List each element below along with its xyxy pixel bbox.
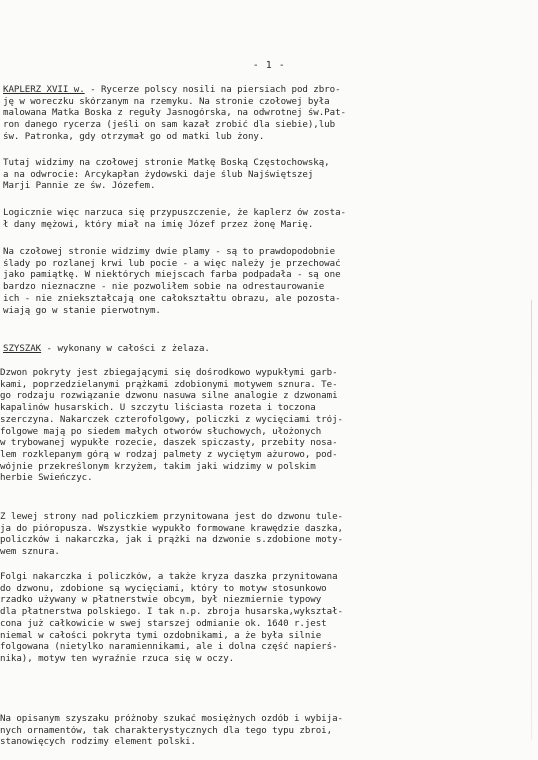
text-line [0, 427, 520, 439]
paragraph [3, 247, 523, 317]
text-line [0, 473, 520, 485]
paragraph [3, 85, 523, 144]
text-run: Marji Pannie ze św. Józefem. [3, 181, 156, 192]
paragraph [0, 714, 520, 749]
text-run: rzadko używany w płatnerstwie obcym, był niezmiernie typowy [0, 595, 322, 606]
text-run: kami, poprzedzielanymi prążkami zdobionymi motywem sznura. Te- [0, 379, 338, 390]
text-run: policzków i nakarczka, jak i prążki na dzwonie s.zdobione moty- [0, 535, 343, 546]
text-run: malowana Matka Boska z reguły Jasnogórska, na odwrotnej św.Pat- [3, 108, 346, 119]
text-line [0, 572, 520, 584]
text-run: ślady po rozlanej krwi lub pocie - a więc należy je przechować [3, 258, 341, 269]
text-line [0, 380, 520, 392]
section-heading: KAPLERZ XVII w. [3, 85, 85, 95]
text-run: Folgi nakarczka i policzków, a także kryza daszka przynitowana [0, 572, 338, 582]
text-line [0, 438, 520, 450]
text-line [3, 344, 523, 356]
text-line [3, 259, 523, 271]
text-run: wem sznura. [0, 547, 60, 558]
text-line [3, 132, 523, 144]
text-line [3, 220, 523, 232]
text-line [3, 247, 523, 259]
text-line [3, 270, 523, 282]
paragraph [3, 344, 523, 356]
text-line [0, 524, 520, 536]
text-run: niemal w całości pokryta tymi ozdobnikami, a że była silnie [0, 630, 322, 641]
text-run: folgowe mają po siedem małych otworów słuchowych, ułożonych [0, 426, 322, 437]
text-run: folgowana (nietylko naramiennikami, ale i dolna część napierś- [0, 642, 338, 653]
text-line [0, 391, 520, 403]
text-run: kapalinów husarskich. U szczytu liściasta rozeta i toczona [0, 403, 316, 414]
text-run: a na odwrocie: Arcykapłan żydowski daje ślub Najświętszej [3, 169, 314, 180]
text-line [0, 512, 520, 524]
text-run: ja do pióropusza. Wszystkie wypukło formowane krawędzie daszka, [0, 523, 343, 534]
paragraph [0, 572, 520, 666]
section-heading: SZYSZAK [3, 344, 42, 354]
text-line [3, 108, 523, 120]
text-run: w trybowanej wypukłe rozecie, daszek spiczasty, przebity nosa- [0, 438, 338, 449]
text-run: dla płatnerstwa polskiego. I tak n.p. zbroja husarska,wykształ- [0, 607, 343, 618]
text-run: wójnie przekreślonym krzyżem, takim jaki widzimy w polskim [0, 461, 316, 472]
text-line [0, 654, 520, 666]
text-line [0, 462, 520, 474]
text-run: ł dany mężowi, który miał na imię Józef przez żonę Marię. [3, 219, 314, 230]
paragraph [3, 208, 523, 231]
text-line [3, 181, 523, 193]
text-line [0, 535, 520, 547]
text-run: ich - nie zniekształcają one całokształtu obrazu, ale pozosta- [3, 293, 341, 304]
text-run: ję w woreczku skórzanym na rzemyku. Na stronie czołowej była [3, 96, 330, 107]
text-line [0, 584, 520, 596]
text-run: herbie Świeńczyc. [0, 473, 93, 484]
text-line [0, 714, 520, 726]
text-run: szerczyna. Nakarczek czterofolgowy, policzki z wycięciami trój- [0, 414, 343, 425]
text-run: Logicznie więc narzuca się przypuszczenie, że kaplerz ów zosta- [3, 208, 346, 218]
text-line [0, 415, 520, 427]
text-run: św. Patronka, gdy otrzymał go od matki lub żony. [3, 131, 265, 142]
paragraph [3, 158, 523, 193]
text-run: wiają go w stanie pierwotnym. [3, 305, 161, 316]
page-number: - 1 - [252, 60, 286, 71]
text-line [0, 595, 520, 607]
paragraph [0, 512, 520, 559]
text-line [0, 642, 520, 654]
text-run: - wykonany w całości z żelaza. [41, 344, 210, 354]
text-line [3, 97, 523, 109]
text-run: jako pamiątkę. W niektórych miejscach farba podpadała - są one [3, 270, 341, 281]
text-line [0, 619, 520, 631]
text-line [3, 120, 523, 132]
text-run: ron danego rycerza (jeśli on sam kazał zrobić dla siebie),lub [3, 120, 336, 131]
text-line [3, 306, 523, 318]
text-run: Tutaj widzimy na czołowej stronie Matkę Boską Częstochowską, [3, 158, 330, 168]
text-line [0, 607, 520, 619]
text-line [3, 282, 523, 294]
text-run: Na opisanym szyszaku próżnoby szukać mosiężnych ozdób i wybija- [0, 714, 343, 724]
text-line [0, 737, 520, 749]
text-run: stanowięcych rodzimy element polski. [0, 737, 196, 748]
text-run: Dzwon pokryty jest zbiegającymi się dośrodkowo wypukłymi garb- [0, 368, 338, 378]
text-line [3, 158, 523, 170]
text-run: Na czołowej stronie widzimy dwie plamy - są to prawdopodobnie [3, 247, 336, 257]
text-run: - Rycerze polscy nosili na piersiach pod zbro- [84, 85, 341, 95]
text-line [3, 208, 523, 220]
page-edge-shadow [531, 300, 532, 740]
text-run: lem rozklepanym górą w rodzaj palmety z wyciętym ażurowo, pod- [0, 449, 338, 460]
text-line [0, 450, 520, 462]
paragraph [0, 368, 520, 485]
text-line [0, 403, 520, 415]
text-run: cona już całkowicie w swej starszej odmianie ok. 1640 r.jest [0, 618, 327, 629]
text-line [3, 294, 523, 306]
text-run: nika), motyw ten wyraźnie rzuca się w oczy. [0, 653, 235, 664]
text-run: Z lewej strony nad policzkiem przynitowana jest do dzwonu tule- [0, 512, 343, 522]
text-run: do dzwonu, zdobione są wycięciami, który to motyw stosunkowo [0, 583, 327, 594]
text-line [0, 631, 520, 643]
text-run: bardzo nieznaczne - nie pozwoliłem sobie na odrestaurowanie [3, 282, 325, 293]
text-line [0, 726, 520, 738]
text-line [0, 547, 520, 559]
text-line [3, 85, 523, 97]
text-run: go rodzaju rozwiązanie dzwonu nasuwa silne analogie z dzwonami [0, 391, 338, 402]
text-run: nych ornamentów, tak charakterystycznych dla tego typu zbroi, [0, 725, 333, 736]
text-line [3, 170, 523, 182]
text-line [0, 368, 520, 380]
